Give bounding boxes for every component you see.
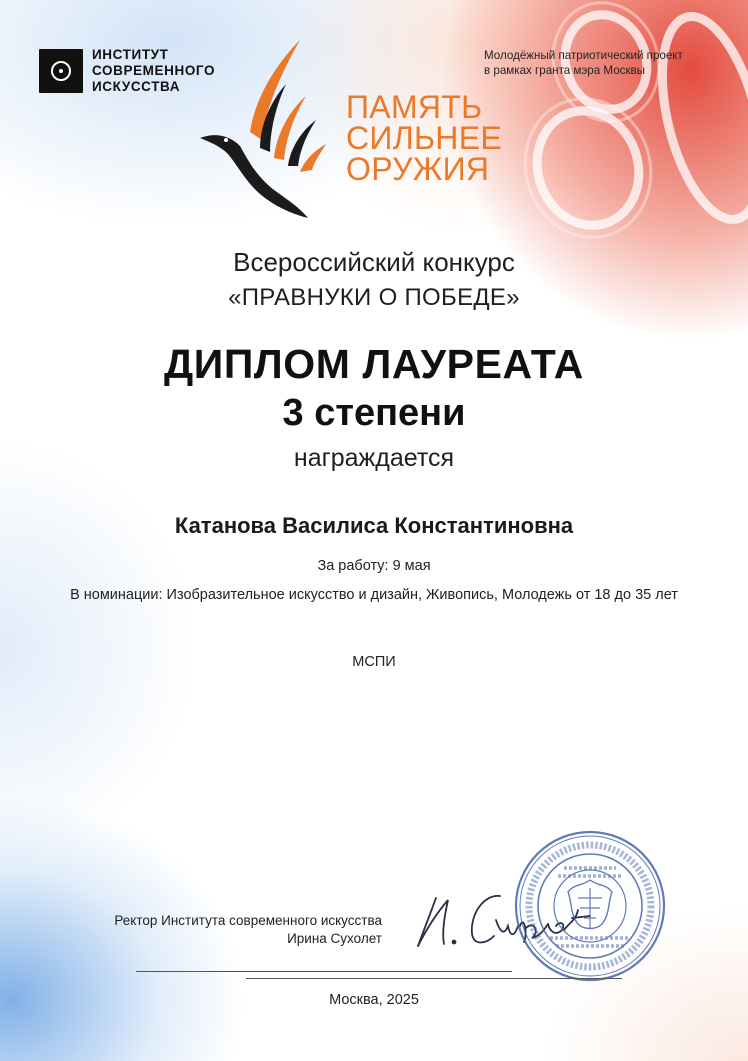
campaign-logo-text xyxy=(346,89,546,187)
institute-name-line: СОВРЕМЕННОГО xyxy=(92,63,216,78)
campaign-logo-line: ОРУЖИЯ xyxy=(346,151,490,187)
project-caption-line: в рамках гранта мэра Москвы xyxy=(484,64,646,77)
institute-name-line: ИНСТИТУТ xyxy=(92,47,169,62)
signature-line xyxy=(246,978,622,979)
diploma-degree: 3 степени xyxy=(282,392,466,434)
project-caption-line: Молодёжный патриотический проект xyxy=(484,49,683,62)
awarded-label: награждается xyxy=(293,444,455,472)
diploma-title: ДИПЛОМ ЛАУРЕАТА xyxy=(163,341,584,387)
work-title: За работу: 9 мая xyxy=(317,558,431,574)
organization: МСПИ xyxy=(352,654,396,670)
recipient-name: Катанова Василиса Константиновна xyxy=(174,513,574,538)
signatory-position: Ректор Института современного искусства xyxy=(114,913,382,928)
campaign-logo-line: СИЛЬНЕЕ xyxy=(346,120,503,156)
signatory-name: Ирина Сухолет xyxy=(287,931,382,946)
nomination-text: В номинации: Изобразительное искусство и дизайн, Живопись, Молодежь от 18 до 35 лет xyxy=(70,587,678,603)
city-year: Москва, 2025 xyxy=(329,992,419,1008)
institute-circle-logo-icon xyxy=(39,49,83,93)
campaign-logo-line: ПАМЯТЬ xyxy=(346,89,483,125)
contest-type: Всероссийский конкурс xyxy=(233,247,515,277)
contest-name: «ПРАВНУКИ О ПОБЕДЕ» xyxy=(228,284,520,311)
signature-line xyxy=(136,971,512,972)
signatory-block xyxy=(60,912,382,948)
dove-with-flame-icon xyxy=(196,36,336,222)
institute-name-line: ИСКУССТВА xyxy=(92,79,181,94)
official-seal-stamp xyxy=(512,828,668,984)
project-caption xyxy=(484,48,724,78)
